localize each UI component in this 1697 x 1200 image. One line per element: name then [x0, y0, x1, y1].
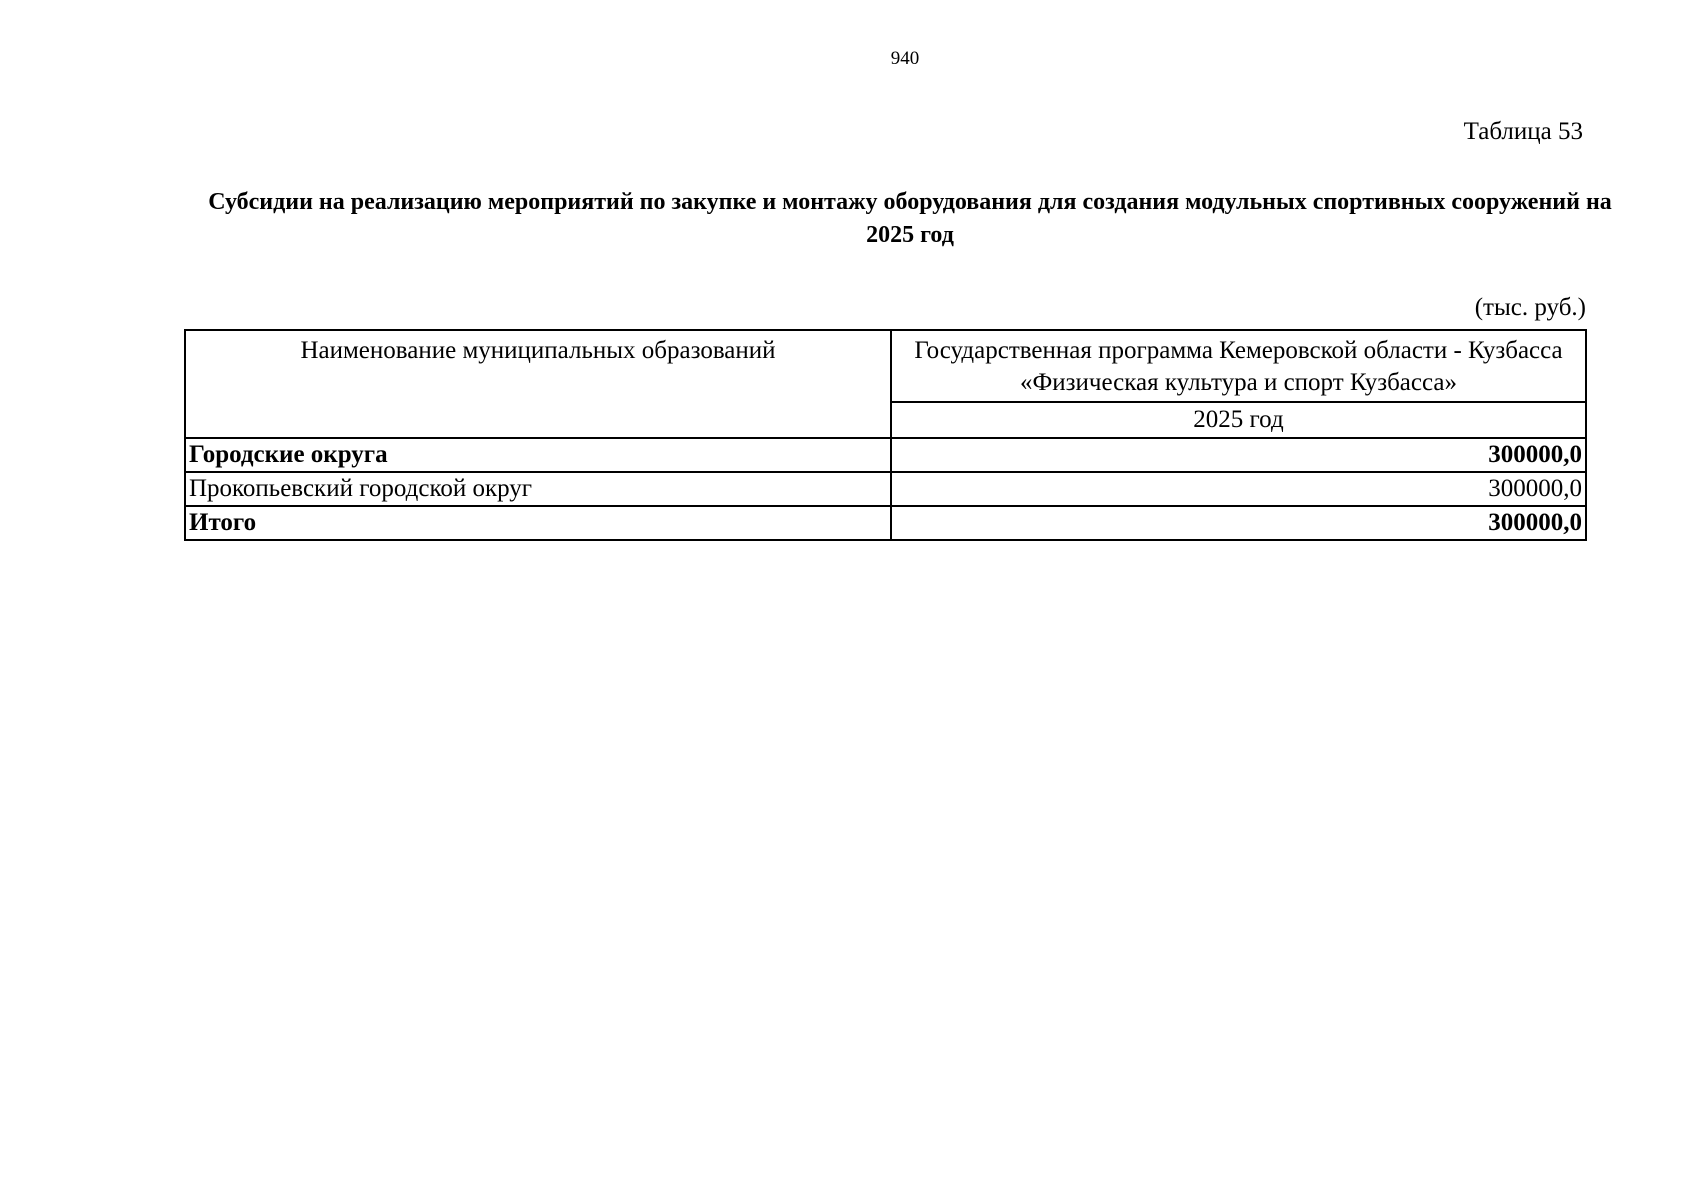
header-program: Государственная программа Кемеровской области - Кузбасса «Физическая культура и спорт Кузбасса»: [891, 330, 1586, 402]
table-row: [185, 506, 1586, 540]
table-row: [185, 438, 1586, 472]
row-name: Прокопьевский городской округ: [185, 472, 891, 506]
row-value: 300000,0: [891, 506, 1586, 540]
row-name: Итого: [185, 506, 891, 540]
row-name: Городские округа: [185, 438, 891, 472]
header-name-column: Наименование муниципальных образований: [185, 330, 891, 438]
row-value: 300000,0: [891, 472, 1586, 506]
table-label: Таблица 53: [1463, 118, 1583, 145]
subsidy-table: [184, 329, 1587, 541]
table-row: [185, 472, 1586, 506]
document-title: Субсидии на реализацию мероприятий по закупке и монтажу оборудования для создания модульных спортивных сооружений на 2025 год: [208, 189, 1612, 248]
page-number: 940: [890, 48, 920, 69]
header-year: 2025 год: [891, 402, 1586, 438]
units-label: (тыс. руб.): [1474, 294, 1586, 321]
table-header-row: [185, 330, 1586, 402]
row-value: 300000,0: [891, 438, 1586, 472]
